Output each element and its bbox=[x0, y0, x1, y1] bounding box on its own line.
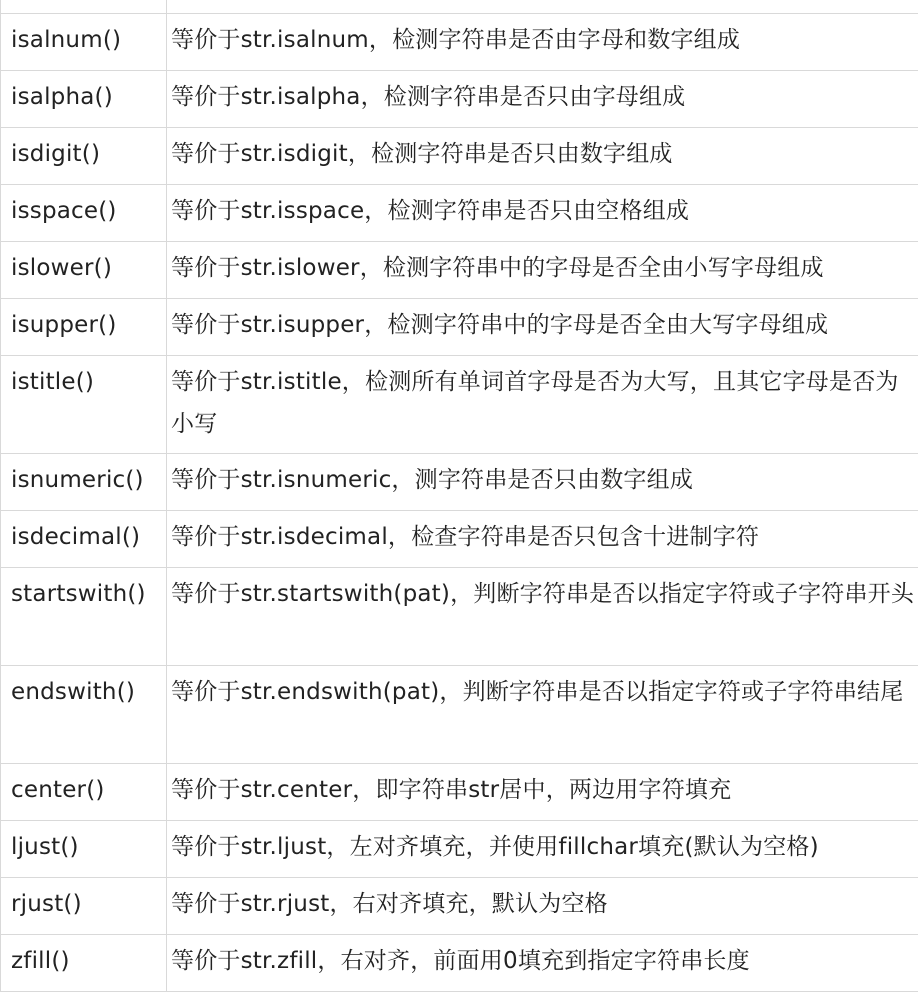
method-name-cell: islower() bbox=[1, 242, 167, 299]
method-name-cell: isdecimal() bbox=[1, 511, 167, 568]
table-top-strip bbox=[1, 0, 918, 14]
method-description-cell: 等价于str.isdecimal，检查字符串是否只包含十进制字符 bbox=[167, 511, 918, 568]
table-row bbox=[1, 511, 918, 568]
table-row bbox=[1, 71, 918, 128]
method-name-cell: isalpha() bbox=[1, 71, 167, 128]
method-name-cell: istitle() bbox=[1, 356, 167, 454]
table-row bbox=[1, 568, 918, 666]
method-name-cell: startswith() bbox=[1, 568, 167, 666]
method-name-cell: zfill() bbox=[1, 935, 167, 992]
method-description-cell: 等价于str.zfill，右对齐，前面用0填充到指定字符串长度 bbox=[167, 935, 918, 992]
table-row bbox=[1, 821, 918, 878]
method-name-cell: ljust() bbox=[1, 821, 167, 878]
method-description-cell: 等价于str.startswith(pat)，判断字符串是否以指定字符或子字符串开头 bbox=[167, 568, 918, 666]
method-description-cell: 等价于str.isalpha，检测字符串是否只由字母组成 bbox=[167, 71, 918, 128]
table-row bbox=[1, 666, 918, 764]
table-row bbox=[1, 935, 918, 992]
method-name-cell: center() bbox=[1, 764, 167, 821]
table-row bbox=[1, 185, 918, 242]
method-description-cell: 等价于str.endswith(pat)，判断字符串是否以指定字符或子字符串结尾 bbox=[167, 666, 918, 764]
method-description-cell: 等价于str.ljust，左对齐填充，并使用fillchar填充(默认为空格) bbox=[167, 821, 918, 878]
table-row bbox=[1, 242, 918, 299]
method-description-cell: 等价于str.islower，检测字符串中的字母是否全由小写字母组成 bbox=[167, 242, 918, 299]
top-strip-cell-left bbox=[1, 0, 167, 14]
method-name-cell: isupper() bbox=[1, 299, 167, 356]
table-row bbox=[1, 356, 918, 454]
method-name-cell: endswith() bbox=[1, 666, 167, 764]
top-strip-cell-right bbox=[167, 0, 918, 14]
table-row bbox=[1, 14, 918, 71]
method-name-cell: isdigit() bbox=[1, 128, 167, 185]
table-row bbox=[1, 128, 918, 185]
table-row bbox=[1, 299, 918, 356]
table-row bbox=[1, 764, 918, 821]
method-description-cell: 等价于str.isupper，检测字符串中的字母是否全由大写字母组成 bbox=[167, 299, 918, 356]
table-row bbox=[1, 454, 918, 511]
method-description-cell: 等价于str.isalnum，检测字符串是否由字母和数字组成 bbox=[167, 14, 918, 71]
method-description-cell: 等价于str.isdigit，检测字符串是否只由数字组成 bbox=[167, 128, 918, 185]
method-description-cell: 等价于str.istitle，检测所有单词首字母是否为大写，且其它字母是否为小写 bbox=[167, 356, 918, 454]
method-description-cell: 等价于str.rjust，右对齐填充，默认为空格 bbox=[167, 878, 918, 935]
method-description-cell: 等价于str.center，即字符串str居中，两边用字符填充 bbox=[167, 764, 918, 821]
method-name-cell: rjust() bbox=[1, 878, 167, 935]
method-name-cell: isspace() bbox=[1, 185, 167, 242]
method-name-cell: isnumeric() bbox=[1, 454, 167, 511]
method-description-cell: 等价于str.isnumeric，测字符串是否只由数字组成 bbox=[167, 454, 918, 511]
method-description-cell: 等价于str.isspace，检测字符串是否只由空格组成 bbox=[167, 185, 918, 242]
method-name-cell: isalnum() bbox=[1, 14, 167, 71]
